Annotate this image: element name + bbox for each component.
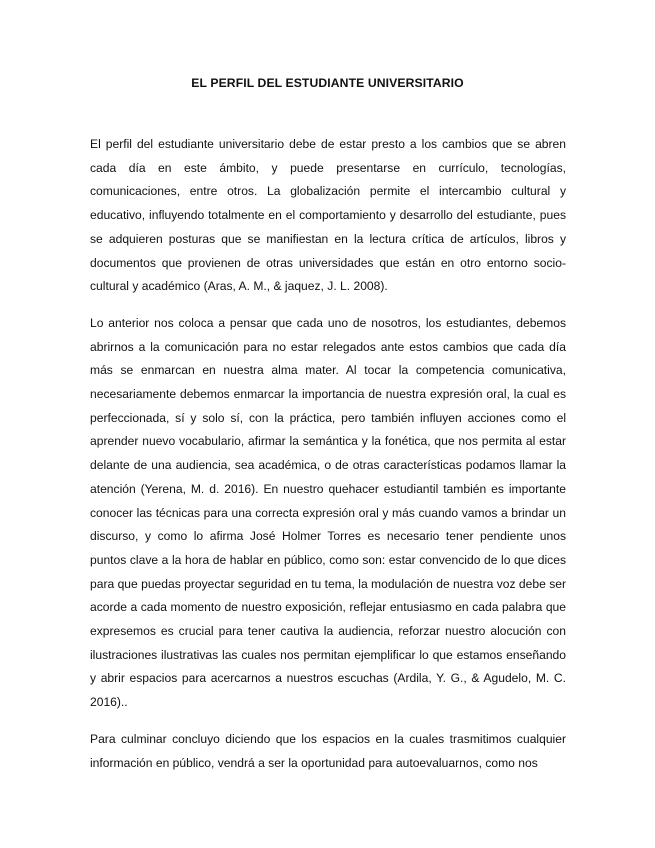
paragraph-1: El perfil del estudiante universitario debe de estar presto a los cambios que se abren cada día en este ámbito, y puede presentarse en currículo, tecnologías, comunicaciones, entre otros. La globalización permite el intercambio cultural y educativo, influyendo totalmente en el comportamiento y desarrollo del estudiante, pues se adquieren posturas que se manifiestan en la lectura crítica de artículos, libros y documentos que provienen de otras universidades que están en otro entorno socio-cultural y académico (Aras, A. M., & jaquez, J. L. 2008). [90, 137, 566, 294]
document-body [90, 133, 566, 788]
document-title: EL PERFIL DEL ESTUDIANTE UNIVERSITARIO [191, 76, 464, 90]
paragraph-3: Para culminar concluyo diciendo que los espacios en la cuales trasmitimos cualquier información en público, vendrá a ser la oportunidad para autoevaluarnos, como nos [90, 731, 566, 770]
paragraph-2: Lo anterior nos coloca a pensar que cada uno de nosotros, los estudiantes, debemos abrirnos a la comunicación para no estar relegados ante estos cambios que cada día más se enmarcan en nuestra alma mater. Al tocar la competencia comunicativa, necesariamente debemos enmarcar la importancia de nuestra expresión oral, la cual es perfeccionada, sí y solo sí, con la práctica, pero también influyen acciones como el aprender nuevo vocabulario, afirmar la semántica y la fonética, que nos permita al estar delante de una audiencia, sea académica, o de otras características podamos llamar la atención (Yerena, M. d. 2016). En nuestro quehacer estudiantil también es importante conocer las técnicas para una correcta expresión oral y más cuando vamos a brindar un discurso, y como lo afirma José Holmer Torres es necesario tener pendiente unos puntos clave a la hora de hablar en público, como son: estar convencido de lo que dices para que puedas proyectar seguridad en tu tema, la modulación de nuestra voz debe ser acorde a cada momento de nuestro exposición, reflejar entusiasmo en cada palabra que expresemos es crucial para tener cautiva la audiencia, reforzar nuestro alocución con ilustraciones ilustrativas las cuales nos permitan ejemplificar lo que estamos enseñando y abrir espacios para acercarnos a nuestros escuchas (Ardila, Y. G., & Agudelo, M. C. 2016).. [90, 315, 566, 710]
